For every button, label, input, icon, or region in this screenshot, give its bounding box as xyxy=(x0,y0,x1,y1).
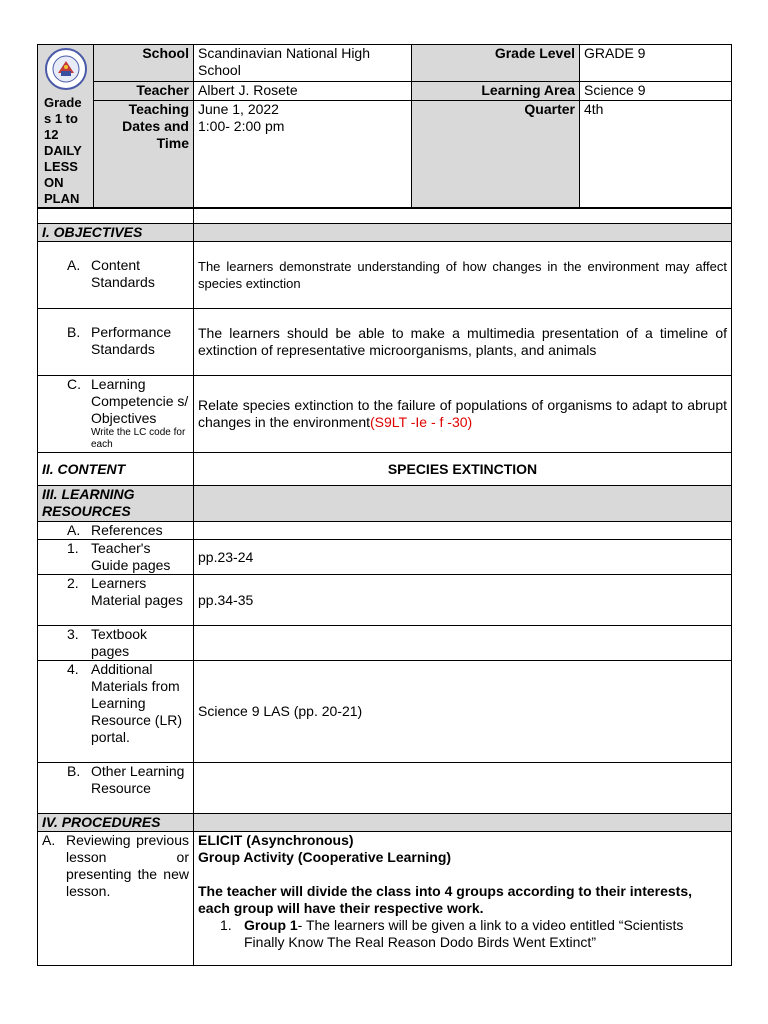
lesson-plan-document xyxy=(37,44,731,966)
deped-seal-icon xyxy=(42,47,90,91)
other-resource-label: Other Learning Resource xyxy=(91,763,185,796)
procedures-heading: IV. PROCEDURES xyxy=(38,814,194,832)
group1-label: Group 1 xyxy=(244,917,298,933)
procedure-a-cell xyxy=(38,832,194,966)
competencies-letter: C. xyxy=(67,376,81,392)
group1-num: 1. xyxy=(220,917,232,933)
divide-instructions: The teacher will divide the class into 4 groups according to their interests, each group will have their respective work. xyxy=(198,883,693,916)
resource-item-value: pp.34-35 xyxy=(194,575,732,626)
resource-item-value: pp.23-24 xyxy=(194,540,732,575)
objectives-heading: I. OBJECTIVES xyxy=(38,224,194,242)
resource-item-num: 1. xyxy=(67,540,79,556)
content-value: SPECIES EXTINCTION xyxy=(194,453,732,486)
references-cell xyxy=(38,522,194,540)
content-standards-label: Content Standards xyxy=(91,257,155,290)
references-value xyxy=(194,522,732,540)
spacer-cell xyxy=(194,209,732,224)
grade-level-value: GRADE 9 xyxy=(580,45,732,82)
resource-item-num: 4. xyxy=(67,661,79,677)
header-table xyxy=(37,44,732,208)
procedure-a-letter: A. xyxy=(42,832,56,848)
grade-label: Grade s 1 to 12 DAILY LESS ON PLAN xyxy=(44,95,82,206)
quarter-label: Quarter xyxy=(412,101,580,208)
competencies-label-cell xyxy=(38,376,194,453)
resource-item-label-cell xyxy=(38,575,194,626)
grade-level-label: Grade Level xyxy=(412,45,580,82)
performance-standards-value: The learners should be able to make a multimedia presentation of a timeline of extinction of representative microorganisms, plants, and animals xyxy=(194,309,732,376)
procedure-a-content xyxy=(194,832,732,966)
resource-item-label: Additional Materials from Learning Resource (LR) portal. xyxy=(91,661,183,745)
competencies-note: Write the LC code for each xyxy=(91,427,186,450)
content-standards-label-cell xyxy=(38,242,194,309)
competencies-value: Relate species extinction to the failure of populations of organisms to adapt to abrupt changes in the environment xyxy=(198,397,727,430)
resource-item-value xyxy=(194,626,732,661)
grade-label-cell xyxy=(38,45,94,208)
elicit-heading: ELICIT (Asynchronous) xyxy=(198,832,354,848)
resource-item-label-cell xyxy=(38,661,194,763)
competencies-code: (S9LT -Ie - f -30) xyxy=(370,414,473,430)
school-label: School xyxy=(94,45,194,82)
references-label: References xyxy=(91,522,163,538)
other-resource-cell xyxy=(38,763,194,814)
procedures-heading-fill xyxy=(194,814,732,832)
references-letter: A. xyxy=(67,522,81,538)
content-standards-value: The learners demonstrate understanding of how changes in the environment may affect species extinction xyxy=(194,242,732,309)
other-resource-letter: B. xyxy=(67,763,81,779)
body-table xyxy=(37,208,732,966)
dates-value-date: June 1, 2022 xyxy=(198,101,279,118)
resources-heading-fill xyxy=(194,486,732,522)
learning-area-value: Science 9 xyxy=(580,82,732,101)
resource-item-num: 3. xyxy=(67,626,79,642)
resources-heading: III. LEARNING RESOURCES xyxy=(38,486,194,522)
dates-value xyxy=(194,101,412,208)
learning-area-label: Learning Area xyxy=(412,82,580,101)
performance-standards-letter: B. xyxy=(67,324,81,340)
resource-item-label: Textbook pages xyxy=(91,626,148,659)
resource-item-label-cell xyxy=(38,626,194,661)
teacher-value: Albert J. Rosete xyxy=(194,82,412,101)
performance-standards-label: Performance Standards xyxy=(91,324,172,357)
dates-label: Teaching Dates and Time xyxy=(94,101,194,208)
content-standards-letter: A. xyxy=(67,257,81,273)
other-resource-value xyxy=(194,763,732,814)
spacer-cell xyxy=(38,209,194,224)
quarter-value: 4th xyxy=(580,101,732,208)
competencies-value-cell xyxy=(194,376,732,453)
objectives-heading-fill xyxy=(194,224,732,242)
content-heading: II. CONTENT xyxy=(38,453,194,486)
dates-value-time: 1:00- 2:00 pm xyxy=(198,118,285,135)
group1-text: - The learners will be given a link to a video entitled “Scientists Finally Know The Real Reason Dodo Birds Went Extinct” xyxy=(244,917,684,950)
resource-item-label-cell xyxy=(38,540,194,575)
performance-standards-label-cell xyxy=(38,309,194,376)
school-value: Scandinavian National High School xyxy=(194,45,412,82)
competencies-label: Learning Competencie s/ Objectives xyxy=(91,376,189,426)
group-activity-heading: Group Activity (Cooperative Learning) xyxy=(198,849,452,865)
resource-item-label: Teacher's Guide pages xyxy=(91,540,171,573)
procedure-a-label: Reviewing previous lesson or presenting the new lesson. xyxy=(66,832,189,899)
resource-item-label: Learners Material pages xyxy=(91,575,183,608)
resource-item-value: Science 9 LAS (pp. 20-21) xyxy=(194,661,732,763)
teacher-label: Teacher xyxy=(94,82,194,101)
resource-item-num: 2. xyxy=(67,575,79,591)
group1-item xyxy=(220,917,727,951)
